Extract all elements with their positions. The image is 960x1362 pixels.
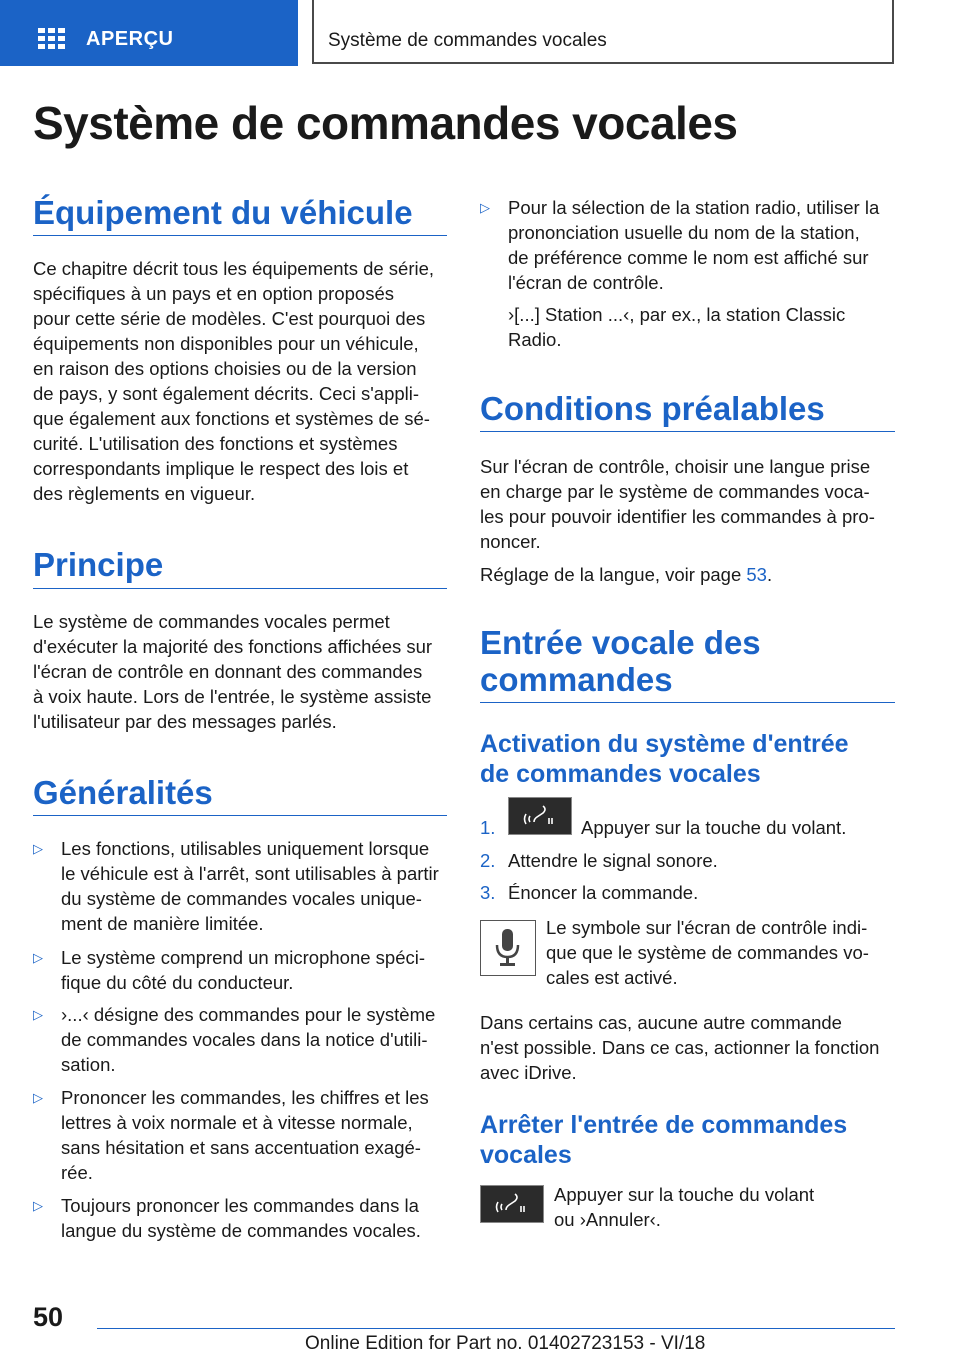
list-item: 2. Attendre le signal sonore. xyxy=(480,850,718,871)
page-title: Système de commandes vocales xyxy=(33,97,738,149)
divider xyxy=(480,431,895,432)
station-example: ›[...] Station ...‹, par ex., la station Classic Radio. xyxy=(508,304,846,350)
paragraph-equipment: Ce chapitre décrit tous les équipements de série, spécifiques à un pays et en option proposés pour cette série de modèles. C'est pourquoi des équipements non disponibles pour un véhicule, en raison des options choisies ou de la version de pays, y sont également décrits. Ceci s'appli‐ que également aux fonctions et systèmes de sé‐ curité. L'utilisation des fonctions et systèmes correspondants implique le respect des lois et des règlements en vigueur. xyxy=(33,258,435,504)
heading-principle: Principe xyxy=(33,546,164,583)
microphone-icon xyxy=(480,920,536,976)
stop-instruction: Appuyer sur la touche du volant ou ›Annuler‹. xyxy=(554,1184,815,1230)
step-text: Appuyer sur la touche du volant. xyxy=(581,817,847,838)
paragraph-some-cases: Dans certains cas, aucune autre commande n'est possible. Dans ce cas, actionner la fonction avec iDrive. xyxy=(480,1012,880,1083)
page-header xyxy=(0,0,960,66)
list-item: 1. xyxy=(480,817,496,838)
section-tab-label: Système de commandes vocales xyxy=(328,30,607,51)
heading-conditions: Conditions préalables xyxy=(480,390,825,427)
paragraph-conditions: Sur l'écran de contrôle, choisir une langue prise en charge par le système de commandes voca‐ les pour pouvoir identifier les commandes à pro‐ noncer. xyxy=(480,456,875,552)
list-item: 3. Énoncer la commande. xyxy=(480,882,699,903)
heading-stop: Arrêter l'entrée de commandes vocales xyxy=(480,1111,848,1169)
paragraph-principle: Le système de commandes vocales permet d'exécuter la majorité des fonctions affichées sur l'écran de contrôle en donnant des commandes à voix haute. Lors de l'entrée, le système assiste l'utilisateur par des messages parlés. xyxy=(33,611,433,732)
divider xyxy=(33,588,447,589)
divider xyxy=(480,702,895,703)
heading-voice-entry: Entrée vocale des commandes xyxy=(480,624,761,698)
divider xyxy=(33,235,447,236)
triangle-bullet-icon: ▷ xyxy=(33,1090,43,1105)
triangle-bullet-icon: ▷ xyxy=(33,1198,43,1213)
heading-general: Généralités xyxy=(33,774,213,811)
voice-button-icon xyxy=(480,1185,544,1223)
edition-text: Online Edition for Part no. 01402723153 - VI/18 xyxy=(305,1333,706,1354)
section-tab[interactable] xyxy=(312,0,894,64)
overview-tab-label: APERÇU xyxy=(86,28,174,50)
triangle-bullet-icon: ▷ xyxy=(33,1007,43,1022)
triangle-bullet-icon: ▷ xyxy=(33,950,43,965)
page-link[interactable]: 53 xyxy=(746,564,767,585)
footer-divider xyxy=(97,1328,895,1329)
heading-activation: Activation du système d'entrée de commandes vocales xyxy=(480,730,849,788)
settings-reference: Réglage de la langue, voir page 53. xyxy=(480,564,773,585)
triangle-bullet-icon: ▷ xyxy=(480,200,490,215)
divider xyxy=(33,815,447,816)
triangle-bullet-icon: ▷ xyxy=(33,841,43,856)
mic-description: Le symbole sur l'écran de contrôle indi‐ que que le système de commandes vo‐ cales est activé. xyxy=(546,917,869,988)
page-number: 50 xyxy=(33,1302,64,1332)
grid-icon xyxy=(38,28,66,50)
overview-tab[interactable] xyxy=(0,0,298,66)
voice-button-icon xyxy=(508,797,572,835)
heading-equipment: Équipement du véhicule xyxy=(33,194,413,231)
